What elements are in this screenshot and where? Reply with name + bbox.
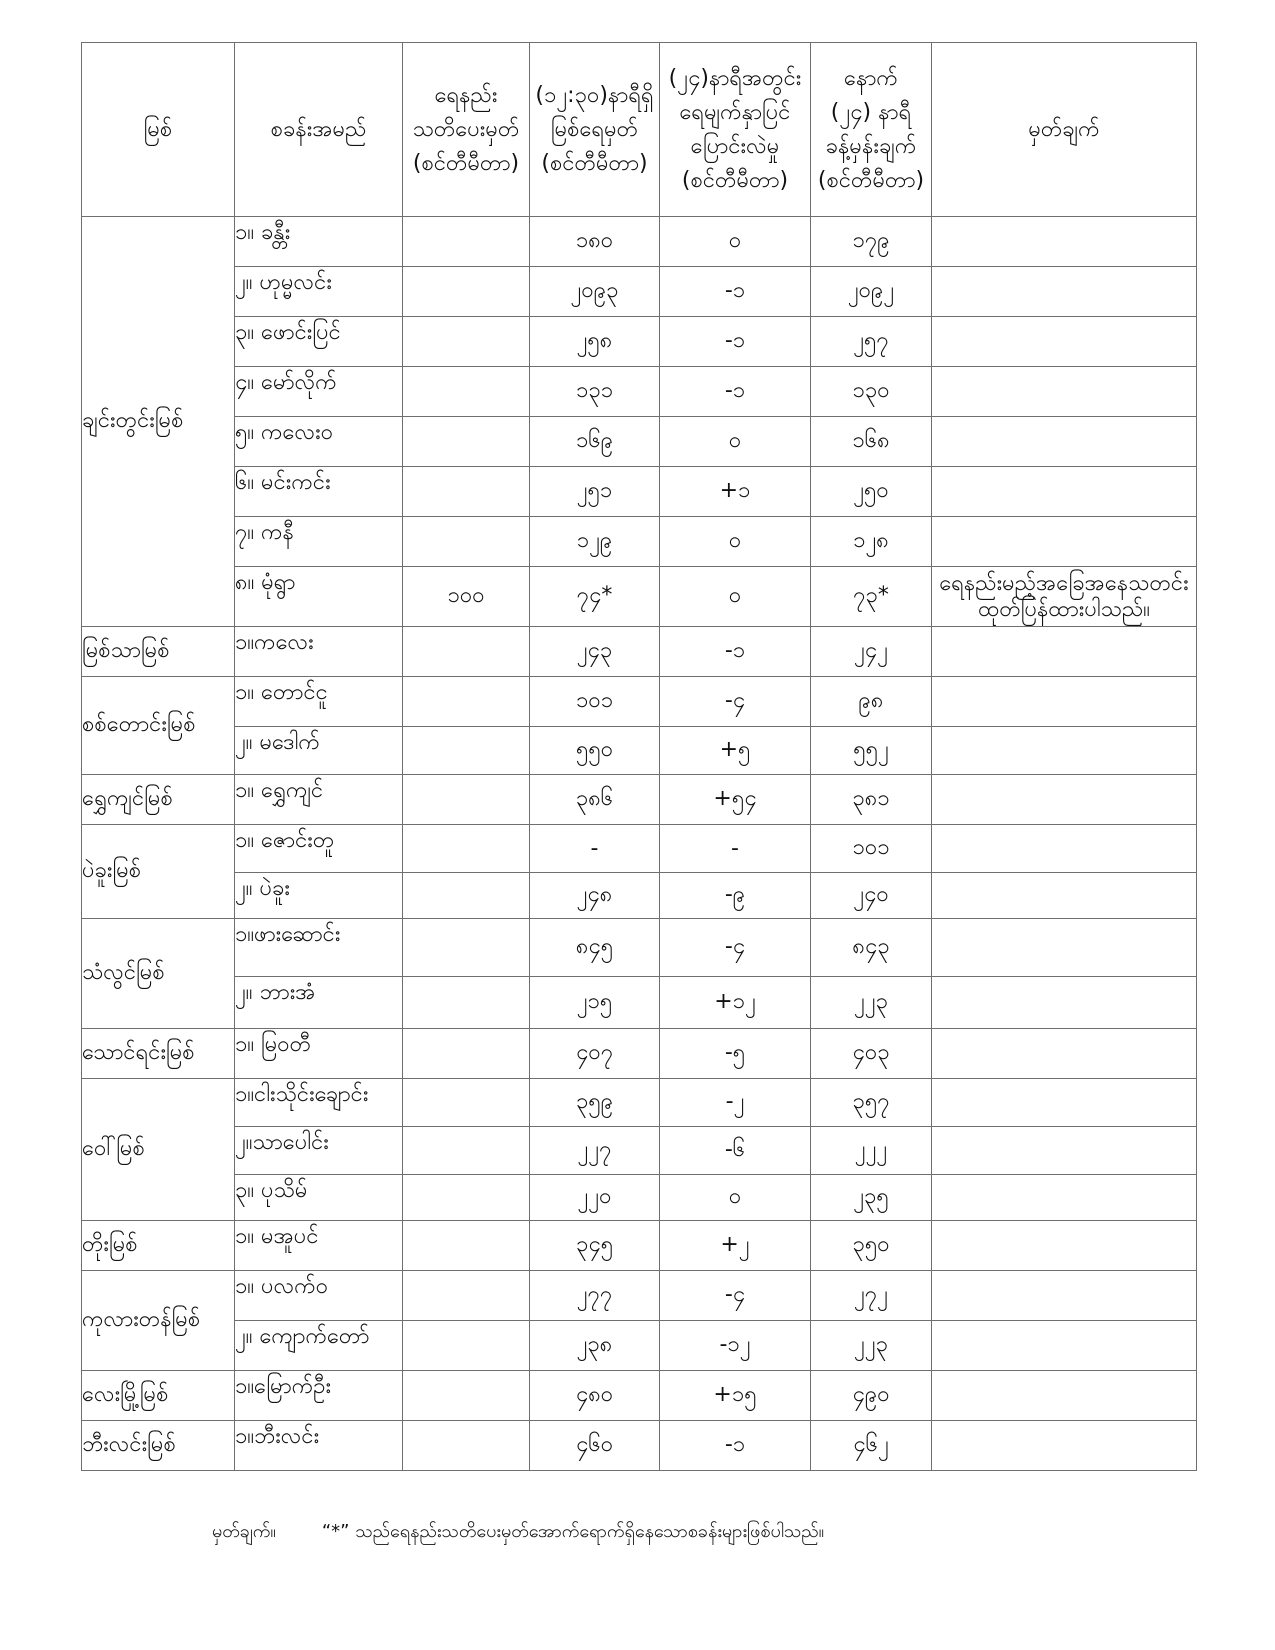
change-cell: -၂ [660,1079,811,1127]
table-row [82,775,1197,825]
water-level-cell: ၁၀၁ [530,677,660,727]
water-level-cell: ၂၀၉၃ [530,267,660,317]
change-cell: ၀ [660,567,811,627]
river-name: လေးမြို့မြစ် [82,1371,235,1421]
remark-cell [932,1029,1197,1079]
header-remarks: မှတ်ချက် [932,43,1197,217]
remark-cell [932,417,1197,467]
forecast-cell: ၁၇၉ [811,217,932,267]
change-cell: ၀ [660,1175,811,1221]
table-row [82,1221,1197,1271]
warning-level-cell [403,417,530,467]
forecast-cell: ၂၄၂ [811,627,932,677]
footnote-label: မှတ်ချက်။ [212,1521,276,1542]
remark-cell [932,1175,1197,1221]
forecast-cell: ၁၃၀ [811,367,932,417]
remark-cell [932,977,1197,1029]
station-name: ၁။ဖားဆောင်း [235,919,403,977]
remark-cell [932,1127,1197,1175]
footnote-text: “*” သည်ရေနည်းသတိပေးမှတ်အောက်ရောက်ရှိနေသောစခန်းများဖြစ်ပါသည်။ [321,1521,825,1542]
forecast-cell: ၄၀၃ [811,1029,932,1079]
remark-cell [932,217,1197,267]
remark-cell [932,825,1197,873]
remark-cell [932,467,1197,517]
station-name: ၅။ ကလေးဝ [235,417,403,467]
forecast-cell: ၁၆၈ [811,417,932,467]
table-row [82,627,1197,677]
change-cell: -၁၂ [660,1321,811,1371]
change-cell: -၁ [660,1421,811,1471]
remark-cell [932,873,1197,919]
table-row [82,417,1197,467]
water-level-cell: ၇၄* [530,567,660,627]
table-row [82,919,1197,977]
forecast-cell: ၃၈၁ [811,775,932,825]
forecast-cell: ၃၅၀ [811,1221,932,1271]
change-cell: +၁ [660,467,811,517]
warning-level-cell [403,825,530,873]
change-cell: -၆ [660,1127,811,1175]
river-name: စစ်တောင်းမြစ် [82,677,235,775]
station-name: ၂။ ဘားအံ [235,977,403,1029]
table-row [82,1175,1197,1221]
station-name: ၁။ တောင်ငူ [235,677,403,727]
table-row [82,267,1197,317]
station-name: ၁။ မြဝတီ [235,1029,403,1079]
river-name: ကုလားတန်မြစ် [82,1271,235,1371]
warning-level-cell [403,467,530,517]
change-cell: ၀ [660,217,811,267]
remark-cell [932,1079,1197,1127]
remark-cell [932,1221,1197,1271]
change-cell: -၄ [660,919,811,977]
station-name: ၁။ ရွှေကျင် [235,775,403,825]
forecast-cell: ၂၀၉၂ [811,267,932,317]
station-name: ၁။မြောက်ဦး [235,1371,403,1421]
forecast-cell: ၁၂၈ [811,517,932,567]
table-row [82,677,1197,727]
change-cell: -၁ [660,317,811,367]
table-row [82,1321,1197,1371]
forecast-cell: ၃၅၇ [811,1079,932,1127]
warning-level-cell [403,1079,530,1127]
forecast-cell: ၂၄၀ [811,873,932,919]
forecast-cell: ၂၅၀ [811,467,932,517]
water-level-cell: ၈၄၅ [530,919,660,977]
water-level-cell: ၂၇၇ [530,1271,660,1321]
table-row [82,1127,1197,1175]
river-name: ပဲခူးမြစ် [82,825,235,919]
water-level-cell: - [530,825,660,873]
change-cell: -၅ [660,1029,811,1079]
change-cell: -၁ [660,367,811,417]
warning-level-cell [403,627,530,677]
remark-cell [932,1321,1197,1371]
change-cell: -၉ [660,873,811,919]
header-row [82,43,1197,217]
warning-level-cell [403,267,530,317]
table-row [82,727,1197,775]
remark-cell [932,1371,1197,1421]
river-name: ဘီးလင်းမြစ် [82,1421,235,1471]
station-name: ၃။ ဖောင်းပြင် [235,317,403,367]
table-row [82,467,1197,517]
forecast-cell: ၄၆၂ [811,1421,932,1471]
forecast-cell: ၂၂၂ [811,1127,932,1175]
warning-level-cell [403,517,530,567]
water-level-cell: ၁၆၉ [530,417,660,467]
water-level-cell: ၂၂၇ [530,1127,660,1175]
water-level-cell: ၂၃၈ [530,1321,660,1371]
table-row [82,1371,1197,1421]
change-cell: +၂ [660,1221,811,1271]
change-cell: +၁၅ [660,1371,811,1421]
forecast-cell: ၂၃၅ [811,1175,932,1221]
water-level-cell: ၂၅၈ [530,317,660,367]
change-cell: +၁၂ [660,977,811,1029]
warning-level-cell [403,1421,530,1471]
station-name: ၂။ မဒေါက် [235,727,403,775]
water-level-cell: ၂၁၅ [530,977,660,1029]
water-level-cell: ၂၄၃ [530,627,660,677]
forecast-cell: ၉၈ [811,677,932,727]
warning-level-cell [403,977,530,1029]
water-level-cell: ၂၂၀ [530,1175,660,1221]
header-24h-change: (၂၄)နာရီအတွင်း ရေမျက်နှာပြင် ပြောင်းလဲမှု (စင်တီမီတာ) [660,43,811,217]
warning-level-cell [403,775,530,825]
change-cell: +၅ [660,727,811,775]
table-row [82,1079,1197,1127]
station-name: ၁။ မအူပင် [235,1221,403,1271]
station-name: ၇။ ကနီ [235,517,403,567]
water-level-cell: ၂၄၈ [530,873,660,919]
table-row [82,567,1197,627]
station-name: ၁။ငါးသိုင်းချောင်း [235,1079,403,1127]
remark-cell [932,317,1197,367]
change-cell: - [660,825,811,873]
forecast-cell: ၂၂၃ [811,977,932,1029]
water-level-cell: ၁၂၉ [530,517,660,567]
forecast-cell: ၈၄၃ [811,919,932,977]
station-name: ၂။ ကျောက်တော် [235,1321,403,1371]
forecast-cell: ၄၉၀ [811,1371,932,1421]
table-row [82,517,1197,567]
station-name: ၁။ ခန္တီး [235,217,403,267]
remark-cell [932,677,1197,727]
warning-level-cell [403,1271,530,1321]
river-level-table [81,42,1197,1471]
station-name: ၁။ဘီးလင်း [235,1421,403,1471]
header-warning-level: ရေနည်း သတိပေးမှတ် (စင်တီမီတာ) [403,43,530,217]
warning-level-cell [403,1221,530,1271]
warning-level-cell [403,317,530,367]
remark-cell [932,775,1197,825]
warning-level-cell [403,217,530,267]
table-row [82,873,1197,919]
warning-level-cell [403,677,530,727]
river-name: မြစ်သာမြစ် [82,627,235,677]
change-cell: ၀ [660,517,811,567]
change-cell: -၁ [660,627,811,677]
remark-cell [932,367,1197,417]
warning-level-cell [403,367,530,417]
warning-level-cell [403,1321,530,1371]
water-level-cell: ၄၀၇ [530,1029,660,1079]
remark-cell [932,919,1197,977]
remark-cell: ရေနည်းမည့်အခြေအနေသတင်း ထုတ်ပြန်ထားပါသည်။ [932,567,1197,627]
header-water-level: (၁၂:၃၀)နာရီရှိ မြစ်ရေမှတ် (စင်တီမီတာ) [530,43,660,217]
change-cell: -၄ [660,677,811,727]
change-cell: ၀ [660,417,811,467]
remark-cell [932,517,1197,567]
table-row [82,1029,1197,1079]
footnote [212,1519,824,1546]
water-level-cell: ၁၈၀ [530,217,660,267]
station-name: ၁။ ပလက်ဝ [235,1271,403,1321]
forecast-cell: ၁၀၁ [811,825,932,873]
change-cell: -၄ [660,1271,811,1321]
table-row [82,367,1197,417]
remark-cell [932,1421,1197,1471]
water-level-cell: ၂၅၁ [530,467,660,517]
remark-cell [932,727,1197,775]
warning-level-cell [403,873,530,919]
water-level-cell: ၃၄၅ [530,1221,660,1271]
table-row [82,317,1197,367]
warning-level-cell [403,1127,530,1175]
water-level-cell: ၃၈၆ [530,775,660,825]
change-cell: +၅၄ [660,775,811,825]
forecast-cell: ၂၂၃ [811,1321,932,1371]
table-row [82,825,1197,873]
warning-level-cell [403,1371,530,1421]
station-name: ၁။ ဇောင်းတူ [235,825,403,873]
river-name: ရွှေကျင်မြစ် [82,775,235,825]
warning-level-cell [403,1029,530,1079]
river-name: တိုးမြစ် [82,1221,235,1271]
station-name: ၃။ ပုသိမ် [235,1175,403,1221]
change-cell: -၁ [660,267,811,317]
station-name: ၂။ ပဲခူး [235,873,403,919]
table-row [82,217,1197,267]
forecast-cell: ၂၇၂ [811,1271,932,1321]
table-body [82,217,1197,1471]
water-level-cell: ၄၆၀ [530,1421,660,1471]
station-name: ၄။ မော်လိုက် [235,367,403,417]
warning-level-cell: ၁၀၀ [403,567,530,627]
warning-level-cell [403,919,530,977]
river-name: သောင်ရင်းမြစ် [82,1029,235,1079]
table-row [82,1421,1197,1471]
table-row [82,1271,1197,1321]
river-name: ဝေါ်မြစ် [82,1079,235,1221]
forecast-cell: ၅၅၂ [811,727,932,775]
station-name: ၆။ မင်းကင်း [235,467,403,517]
header-station: စခန်းအမည် [235,43,403,217]
river-name: သံလွင်မြစ် [82,919,235,1029]
station-name: ၈။ မုံရွာ [235,567,403,627]
water-level-cell: ၅၅၀ [530,727,660,775]
header-river: မြစ် [82,43,235,217]
remark-cell [932,267,1197,317]
table-row [82,977,1197,1029]
remark-cell [932,627,1197,677]
station-name: ၂။ ဟုမ္မလင်း [235,267,403,317]
header-forecast: နောက် (၂၄) နာရီ ခန့်မှန်းချက် (စင်တီမီတာ) [811,43,932,217]
station-name: ၂။သာပေါင်း [235,1127,403,1175]
water-level-cell: ၃၅၉ [530,1079,660,1127]
river-name: ချင်းတွင်းမြစ် [82,217,235,627]
water-level-cell: ၁၃၁ [530,367,660,417]
warning-level-cell [403,727,530,775]
remark-cell [932,1271,1197,1321]
forecast-cell: ၇၃* [811,567,932,627]
forecast-cell: ၂၅၇ [811,317,932,367]
water-level-cell: ၄၈၀ [530,1371,660,1421]
station-name: ၁။ကလေး [235,627,403,677]
warning-level-cell [403,1175,530,1221]
